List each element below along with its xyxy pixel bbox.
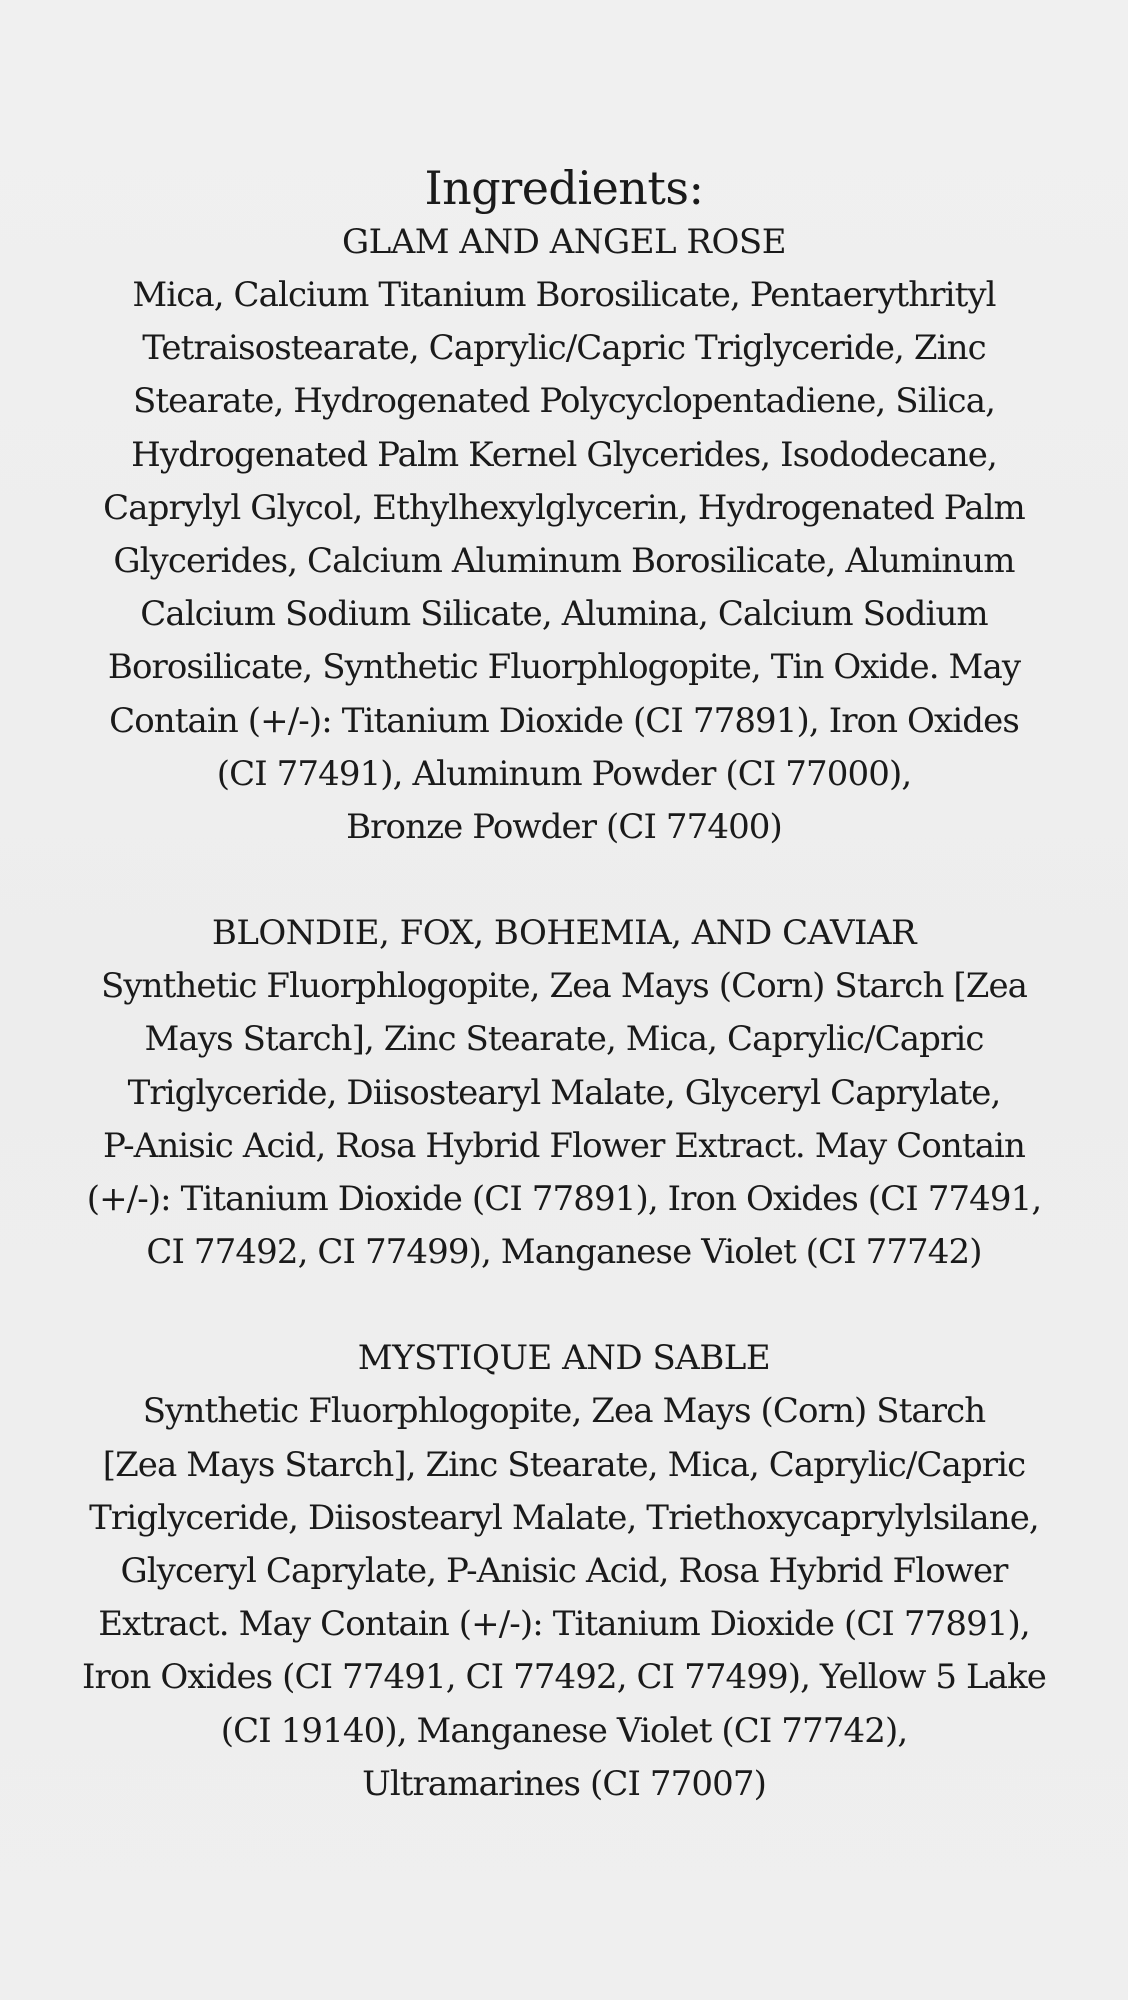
- section-blondie-fox-bohemia-caviar: [0, 907, 1128, 1279]
- page-title: Ingredients:: [424, 161, 704, 215]
- ingredient-line: Synthetic Fluorphlogopite, Zea Mays (Corn) Starch [Zea: [100, 966, 1028, 1007]
- section-heading: MYSTIQUE AND SABLE: [357, 1338, 771, 1379]
- ingredient-line: Extract. May Contain (+/-): Titanium Dioxide (CI 77891),: [98, 1604, 1030, 1645]
- ingredient-line: Bronze Powder (CI 77400): [346, 807, 782, 848]
- ingredient-line: Glycerides, Calcium Aluminum Borosilicate, Aluminum: [113, 541, 1015, 582]
- ingredient-line: Ultramarines (CI 77007): [362, 1763, 766, 1804]
- ingredient-line: Iron Oxides (CI 77491, CI 77492, CI 77499), Yellow 5 Lake: [82, 1657, 1046, 1698]
- ingredient-line: Contain (+/-): Titanium Dioxide (CI 77891), Iron Oxides: [109, 700, 1019, 741]
- ingredient-line: Mica, Calcium Titanium Borosilicate, Pentaerythrityl: [132, 275, 996, 315]
- section-mystique-and-sable: [0, 1332, 1128, 1811]
- ingredient-line: CI 77492, CI 77499), Manganese Violet (CI 77742): [146, 1232, 982, 1273]
- section-heading: BLONDIE, FOX, BOHEMIA, AND CAVIAR: [211, 913, 917, 954]
- ingredient-line: (CI 19140), Manganese Violet (CI 77742),: [220, 1710, 908, 1751]
- ingredient-line: Triglyceride, Diisostearyl Malate, Glyceryl Caprylate,: [127, 1072, 1001, 1113]
- ingredient-line: (CI 77491), Aluminum Powder (CI 77000),: [216, 753, 912, 794]
- ingredient-line: [Zea Mays Starch], Zinc Stearate, Mica, Caprylic/Capric: [102, 1444, 1026, 1485]
- ingredient-line: P-Anisic Acid, Rosa Hybrid Flower Extract. May Contain: [102, 1125, 1026, 1166]
- ingredient-line: Borosilicate, Synthetic Fluorphlogopite, Tin Oxide. May: [107, 647, 1021, 688]
- ingredient-line: Stearate, Hydrogenated Polycyclopentadiene, Silica,: [133, 381, 995, 422]
- section-heading: GLAM AND ANGEL ROSE: [341, 222, 787, 262]
- ingredient-line: Triglyceride, Diisostearyl Malate, Triethoxycaprylylsilane,: [89, 1497, 1039, 1538]
- ingredient-line: Tetraisostearate, Caprylic/Capric Triglyceride, Zinc: [142, 328, 986, 369]
- ingredient-line: Synthetic Fluorphlogopite, Zea Mays (Corn) Starch: [142, 1391, 986, 1432]
- ingredient-line: Mays Starch], Zinc Stearate, Mica, Caprylic/Capric: [144, 1019, 984, 1060]
- ingredient-line: Hydrogenated Palm Kernel Glycerides, Isododecane,: [131, 434, 997, 475]
- ingredient-line: Glyceryl Caprylate, P-Anisic Acid, Rosa Hybrid Flower: [120, 1551, 1008, 1592]
- section-glam-and-angel-rose: [0, 216, 1128, 854]
- ingredient-line: Caprylyl Glycol, Ethylhexylglycerin, Hydrogenated Palm: [103, 487, 1025, 528]
- ingredient-line: Calcium Sodium Silicate, Alumina, Calcium Sodium: [140, 594, 988, 635]
- ingredient-line: (+/-): Titanium Dioxide (CI 77891), Iron Oxides (CI 77491,: [86, 1179, 1042, 1220]
